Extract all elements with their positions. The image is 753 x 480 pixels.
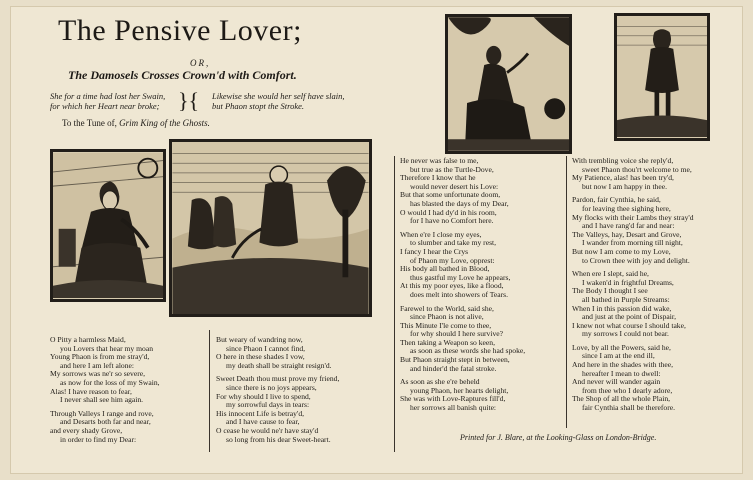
verse-line: His innocent Life is betray'd, [216, 408, 305, 418]
woodcut-standing-man-image [614, 13, 710, 141]
verse-line: When e're I close my eyes, [400, 229, 482, 239]
stanza [216, 375, 339, 444]
verse-line: At this my poor eyes, like a flood, [400, 281, 504, 291]
summary-left-line1: She for a time had lost her Swain, [50, 91, 166, 101]
verse-line: He never was false to me, [400, 156, 479, 165]
verse-line: With trembling voice she reply'd, [572, 156, 674, 165]
verse-line: but now I am happy in thee. [582, 181, 667, 191]
verse-column-2 [216, 336, 339, 449]
verse-line: since there is no joys appears, [226, 382, 317, 392]
verse-line: Then taking a Weapon so keen, [400, 337, 495, 347]
stanza [572, 196, 694, 265]
summary-right-line2: but Phaon stopt the Stroke. [212, 101, 304, 111]
stanza [400, 231, 525, 300]
tune-line [62, 118, 210, 128]
verse-line: I fancy I hear the Crys [400, 246, 469, 256]
woodcut-seated-woman-image [445, 14, 572, 154]
verse-line: from thee who I dearly adore, [582, 385, 673, 395]
verse-line: But that some unfortunate doom, [400, 190, 501, 200]
verse-line: Through Valleys I range and rove, [50, 408, 154, 418]
verse-line: and hinder'd the fatal stroke. [410, 363, 497, 373]
verse-line: as soon as these words she had spoke, [410, 346, 526, 356]
column-rule-1 [209, 330, 210, 452]
verse-line: fair Cynthia shall be therefore. [582, 403, 675, 413]
verse-line: would never desert his Love: [410, 181, 499, 191]
printer-imprint: Printed for J. Blare, at the Looking-Glass on London-Bridge. [460, 433, 657, 442]
summary-left-line2: for which her Heart near broke; [50, 101, 160, 111]
verse-line: For why should I live to spend, [216, 391, 311, 401]
verse-line: Love, by all the Powers, said he, [572, 342, 671, 352]
verse-line: in order to find my Dear: [60, 434, 137, 444]
verse-line: As soon as she e're beheld [400, 377, 480, 387]
verse-line: for I have no Comfort here. [410, 216, 494, 226]
verse-line: for leaving thee sighing here, [582, 203, 671, 213]
verse-column-3 [400, 157, 525, 418]
verse-column-4 [572, 157, 694, 418]
verse-line: O here in these shades I vow, [216, 352, 305, 362]
ballad-subtitle: The Damosels Crosses Crown'd with Comfort. [68, 68, 297, 82]
verse-line: to Crown thee with joy and delight. [582, 255, 690, 265]
woodcut-landscape-image [169, 139, 372, 317]
verse-line: all bathed in Purple Streams: [582, 294, 670, 304]
verse-line: But weary of wandring now, [216, 335, 303, 344]
verse-line: as now for the loss of my Swain, [60, 377, 160, 387]
verse-line: His body all bathed in Blood, [400, 264, 490, 274]
verse-column-1 [50, 336, 160, 449]
verse-line: I never shall see him again. [60, 395, 144, 405]
verse-line: But now I am come to my Love, [572, 246, 671, 256]
verse-line: When ere I slept, said he, [572, 269, 649, 279]
stanza [400, 157, 525, 226]
woodcut-lady-image [50, 149, 166, 302]
stanza [216, 336, 339, 370]
verse-line: thus gastful my Love he appears, [410, 272, 511, 282]
verse-line: and I have cause to fear, [226, 417, 300, 427]
verse-line: My flocks with their Lambs they stray'd [572, 212, 694, 222]
verse-line: O Pitty a harmless Maid, [50, 335, 126, 344]
verse-line: you Lovers that hear my moan [60, 343, 153, 353]
summary-right-line1: Likewise she would her self have slain, [212, 91, 345, 101]
verse-line: and every shady Grove, [50, 425, 123, 435]
verse-line: so long from his dear Sweet-heart. [226, 434, 331, 444]
verse-line: Sweet Death thou must prove my friend, [216, 374, 340, 384]
verse-line: my sorrowful days in tears: [226, 400, 310, 410]
stanza [50, 410, 160, 444]
verse-line: since Phaon I cannot find, [226, 343, 306, 353]
verse-line: And never will wander again [572, 377, 661, 387]
verse-line: her sorrows all banish quite: [410, 403, 497, 413]
verse-line: sweet Phaon thou'rt welcome to me, [582, 164, 692, 174]
verse-line: She was with Love-Raptures fill'd, [400, 394, 506, 404]
verse-line: My Patience, alas! has been try'd, [572, 173, 674, 183]
verse-line: and just at the point of Dispair, [582, 312, 676, 322]
verse-line: The Body I thought I see [572, 286, 648, 296]
verse-line: I waken'd in frightful Dreams, [582, 277, 674, 287]
verse-line: for why should I here survive? [410, 329, 503, 339]
ballad-title: The Pensive Lover; [58, 14, 302, 47]
verse-line: and I have rang'd far and near: [582, 221, 675, 231]
verse-line: since Phaon is not alive, [410, 312, 484, 322]
verse-line: When I in this passion did wake, [572, 303, 672, 313]
verse-line: O cease he would ne'r have stay'd [216, 425, 319, 435]
verse-line: of Phaon my Love, opprest: [410, 255, 495, 265]
verse-line: I wander from morning till night, [582, 238, 683, 248]
verse-line: since I am at the end ill, [582, 351, 655, 361]
verse-line: This Minute I'le come to thee, [400, 320, 492, 330]
verse-line: But Phaon straight stept in between, [400, 355, 510, 365]
verse-line: Farewel to the World, said she, [400, 303, 494, 313]
verse-line: Therefore I know that he [400, 173, 476, 183]
stanza [572, 270, 694, 339]
verse-line: and Desarts both far and near, [60, 417, 151, 427]
verse-line: does melt into showers of Tears. [410, 289, 509, 299]
title-or: OR, [190, 58, 211, 68]
verse-line: Pardon, fair Cynthia, he said, [572, 195, 661, 205]
verse-line: And here in the shades with thee, [572, 360, 674, 370]
stanza [572, 157, 694, 191]
summary-right [212, 91, 344, 111]
tune-prefix: To the Tune of, [62, 118, 117, 128]
stanza [572, 344, 694, 413]
verse-line: The Valleys, hay, Desart and Grove, [572, 229, 682, 239]
verse-line: and here I am left alone: [60, 360, 135, 370]
verse-line: The Shop of all the whole Plain, [572, 394, 671, 404]
stanza [400, 378, 525, 412]
verse-line: but true as the Turtle-Dove, [410, 164, 494, 174]
tune-name: Grim King of the Ghosts. [119, 118, 210, 128]
verse-line: Alas! I have reason to fear, [50, 386, 132, 396]
verse-line: has blasted the days of my Dear, [410, 198, 509, 208]
summary-brace-icon: }{ [178, 88, 200, 113]
column-rule-2 [394, 156, 395, 452]
verse-line: Young Phaon is from me stray'd, [50, 352, 150, 362]
stanza [400, 305, 525, 374]
verse-line: to slumber and take my rest, [410, 238, 497, 248]
verse-line: young Phaon, her hearts delight, [410, 385, 509, 395]
summary-left [50, 91, 165, 111]
verse-line: I knew not what course I should take, [572, 320, 686, 330]
verse-line: My sorrows was ne'r so severe, [50, 369, 146, 379]
verse-line: my death shall be straight resign'd. [226, 360, 332, 370]
verse-line: O would I had dy'd in his room, [400, 207, 497, 217]
verse-line: my sorrows I could not bear. [582, 329, 669, 339]
verse-line: hereafter I mean to dwell: [582, 368, 661, 378]
column-rule-3 [566, 156, 567, 428]
stanza [50, 336, 160, 405]
